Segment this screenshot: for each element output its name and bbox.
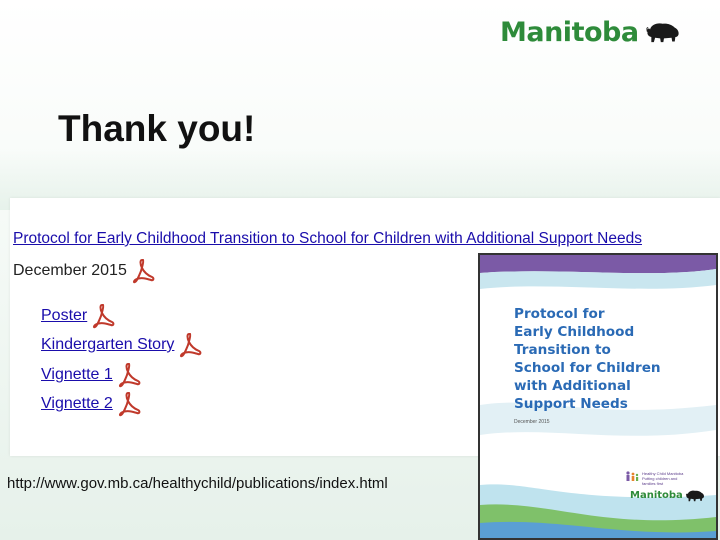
publications-url: http://www.gov.mb.ca/healthychild/publications/index.html (7, 475, 388, 492)
protocol-link[interactable]: Protocol for Early Childhood Transition to School for Children with Additional Support Needs (13, 230, 642, 247)
cover-title-line: Support Needs (514, 396, 628, 412)
cover-title-line: with Additional (514, 378, 631, 394)
cover-title-line: Protocol for (514, 306, 605, 322)
cover-title-line: Transition to (514, 342, 611, 358)
cover-program-line: Putting children and families first (642, 476, 678, 486)
bison-icon (645, 14, 680, 50)
vignette-1-link[interactable]: Vignette 1 (41, 366, 113, 383)
pdf-icon[interactable] (117, 391, 141, 417)
logo-text: Manitoba (500, 16, 639, 48)
cover-title (514, 305, 684, 413)
manitoba-logo (500, 12, 680, 52)
pdf-icon[interactable] (131, 258, 155, 284)
poster-link[interactable]: Poster (41, 307, 88, 324)
cover-date: December 2015 (514, 419, 550, 425)
link-row-kindergarten-story (41, 332, 202, 358)
cover-manitoba-logo (630, 489, 705, 502)
date-row (13, 258, 155, 284)
family-figures-icon (625, 471, 639, 483)
date-label: December 2015 (13, 262, 127, 279)
link-row-vignette-2 (41, 391, 141, 417)
cover-program-logo (625, 471, 690, 486)
link-row-vignette-1 (41, 362, 141, 388)
cover-program-text (642, 471, 690, 486)
vignette-2-link[interactable]: Vignette 2 (41, 395, 113, 412)
page-title: Thank you! (58, 108, 256, 149)
document-cover-thumbnail (478, 253, 718, 540)
cover-title-line: Early Childhood (514, 324, 635, 340)
pdf-icon[interactable] (117, 362, 141, 388)
cover-program-line: Healthy Child Manitoba (642, 471, 684, 476)
cover-title-line: School for Children (514, 360, 661, 376)
bison-icon (685, 489, 705, 502)
link-row-poster (41, 303, 115, 329)
kindergarten-story-link[interactable]: Kindergarten Story (41, 336, 175, 353)
pdf-icon[interactable] (91, 303, 115, 329)
pdf-icon[interactable] (178, 332, 202, 358)
cover-logo-text: Manitoba (630, 490, 683, 501)
